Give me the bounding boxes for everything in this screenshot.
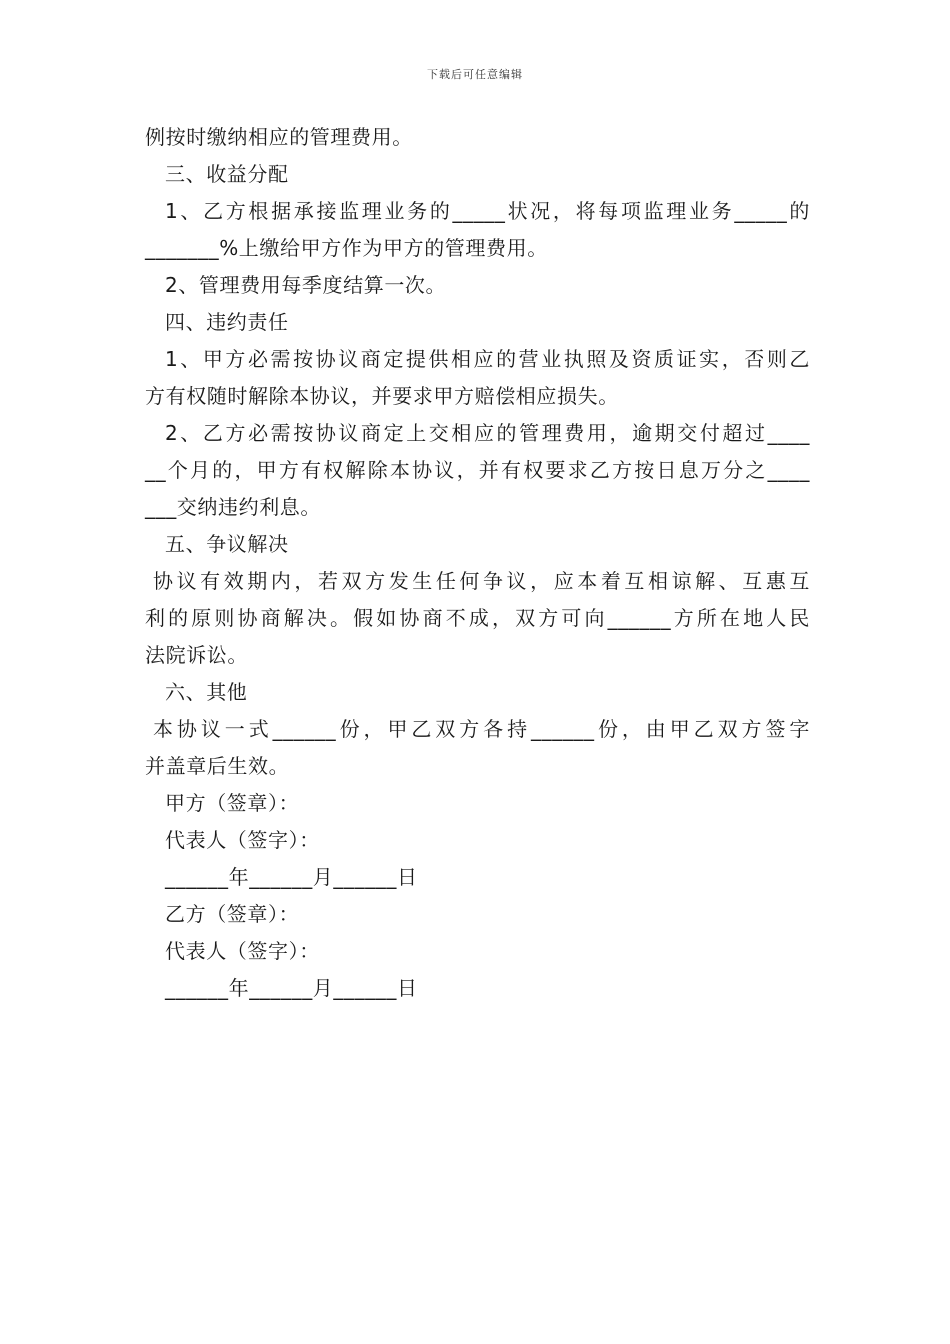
party-a-date-line: ______年______月______日 xyxy=(165,865,418,889)
clause-line: 利的原则协商解决。假如协商不成，双方可向______方所在地人民 xyxy=(145,606,810,630)
clause-line: 本协议一式______份，甲乙双方各持______份，由甲乙双方签字 xyxy=(153,717,810,741)
party-a-representative-label: 代表人（签字）： xyxy=(165,828,320,852)
clause-line: 法院诉讼。 xyxy=(145,643,248,667)
party-b-representative-label: 代表人（签字）： xyxy=(165,939,320,963)
clause-line: __个月的，甲方有权解除本协议，并有权要求乙方按日息万分之____ xyxy=(145,458,810,482)
section-heading-dispute: 五、争议解决 xyxy=(165,532,289,556)
paragraph-line: 例按时缴纳相应的管理费用。 xyxy=(145,125,413,149)
party-a-seal-label: 甲方（签章）： xyxy=(165,791,300,815)
document-body xyxy=(145,119,810,1007)
clause-line: ___交纳违约利息。 xyxy=(145,495,321,519)
clause-line: 2、管理费用每季度结算一次。 xyxy=(165,273,447,297)
clause-line: 1、乙方根据承接监理业务的_____状况，将每项监理业务_____的 xyxy=(165,199,810,223)
section-heading-profit-distribution: 三、收益分配 xyxy=(165,162,289,186)
clause-line: 并盖章后生效。 xyxy=(145,754,290,778)
party-b-date-line: ______年______月______日 xyxy=(165,976,418,1000)
section-heading-other: 六、其他 xyxy=(165,680,248,704)
clause-line: 2、乙方必需按协议商定上交相应的管理费用，逾期交付超过____ xyxy=(165,421,810,445)
clause-line: _______%上缴给甲方作为甲方的管理费用。 xyxy=(145,236,548,260)
party-b-seal-label: 乙方（签章）： xyxy=(165,902,300,926)
clause-line: 方有权随时解除本协议，并要求甲方赔偿相应损失。 xyxy=(145,384,619,408)
clause-line: 协议有效期内，若双方发生任何争议，应本着互相谅解、互惠互 xyxy=(153,569,810,593)
section-heading-liability: 四、违约责任 xyxy=(165,310,289,334)
page-header: 下载后可任意编辑 xyxy=(427,68,523,81)
clause-line: 1、甲方必需按协议商定提供相应的营业执照及资质证实，否则乙 xyxy=(165,347,810,371)
